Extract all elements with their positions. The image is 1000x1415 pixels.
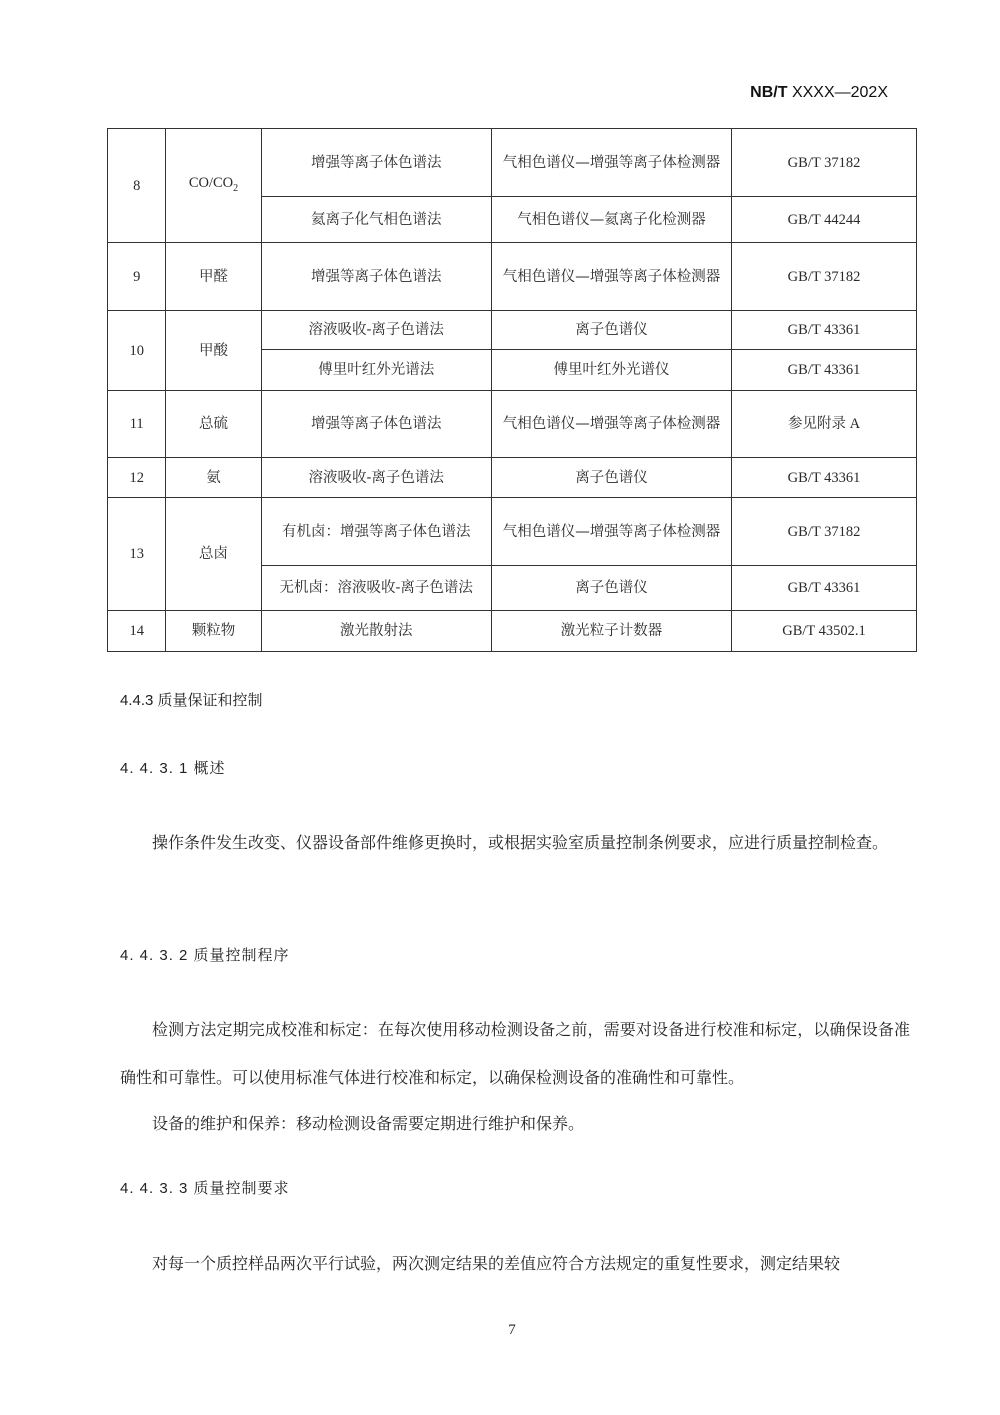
standard: GB/T 37182: [732, 243, 917, 311]
standard: GB/T 43361: [732, 566, 917, 611]
row-number: 9: [108, 243, 166, 311]
table-row: [108, 311, 917, 350]
section-heading-4-4-3-1: 4. 4. 3. 1 概述: [120, 760, 226, 777]
instrument: 离子色谱仪: [491, 311, 731, 350]
paragraph-calibration: 检测方法定期完成校准和标定：在每次使用移动检测设备之前，需要对设备进行校准和标定，以确保设备准确性和可靠性。可以使用标准气体进行校准和标定，以确保检测设备的准确性和可靠性。: [120, 1020, 910, 1087]
table-row: [108, 391, 917, 458]
item-text: CO/CO: [188, 174, 234, 191]
section-heading-4-4-3: 4.4.3 质量保证和控制: [120, 692, 263, 709]
standard: GB/T 43502.1: [732, 611, 917, 652]
section-heading-4-4-3-3: 4. 4. 3. 3 质量控制要求: [120, 1180, 290, 1197]
instrument: 离子色谱仪: [491, 566, 731, 611]
method: 有机卤：增强等离子体色谱法: [261, 498, 491, 566]
standard: GB/T 43361: [732, 350, 917, 391]
instrument: 激光粒子计数器: [491, 611, 731, 652]
table-row: [108, 611, 917, 652]
row-number: 14: [108, 611, 166, 652]
item-name: 总硫: [166, 391, 261, 458]
item-name: 氨: [166, 458, 261, 498]
instrument: 气相色谱仪—增强等离子体检测器: [491, 129, 731, 197]
standard: 参见附录 A: [732, 391, 917, 458]
standard: GB/T 43361: [732, 458, 917, 498]
document-code-prefix: NB/T: [750, 84, 788, 101]
paragraph-requirements: 对每一个质控样品两次平行试验，两次测定结果的差值应符合方法规定的重复性要求，测定结果较: [152, 1254, 841, 1273]
table-row: [108, 498, 917, 566]
table-row: [108, 129, 917, 197]
row-number: 10: [108, 311, 166, 391]
standard: GB/T 43361: [732, 311, 917, 350]
page-number: 7: [508, 1322, 516, 1338]
item-name: 甲醛: [166, 243, 261, 311]
item-name: 总卤: [166, 498, 261, 611]
method: 溶液吸收-离子色谱法: [261, 458, 491, 498]
method: 无机卤：溶液吸收-离子色谱法: [261, 566, 491, 611]
instrument: 傅里叶红外光谱仪: [491, 350, 731, 391]
instrument: 气相色谱仪—增强等离子体检测器: [491, 498, 731, 566]
method: 傅里叶红外光谱法: [261, 350, 491, 391]
method: 增强等离子体色谱法: [261, 129, 491, 197]
method: 溶液吸收-离子色谱法: [261, 311, 491, 350]
paragraph-overview: 操作条件发生改变、仪器设备部件维修更换时，或根据实验室质量控制条例要求，应进行质量控制检查。: [152, 833, 889, 852]
table-row: [108, 243, 917, 311]
row-number: 8: [108, 129, 166, 243]
test-methods-table: [107, 128, 917, 652]
row-number: 12: [108, 458, 166, 498]
item-name: 甲酸: [166, 311, 261, 391]
item-subscript: 2: [233, 182, 239, 194]
method: 激光散射法: [261, 611, 491, 652]
paragraph-maintenance: 设备的维护和保养：移动检测设备需要定期进行维护和保养。: [152, 1114, 585, 1133]
instrument: 气相色谱仪—增强等离子体检测器: [491, 243, 731, 311]
document-code: [750, 84, 888, 102]
row-number: 11: [108, 391, 166, 458]
standard: GB/T 37182: [732, 498, 917, 566]
item-name: 颗粒物: [166, 611, 261, 652]
instrument: 离子色谱仪: [491, 458, 731, 498]
standard: GB/T 37182: [732, 129, 917, 197]
standard: GB/T 44244: [732, 197, 917, 243]
row-number: 13: [108, 498, 166, 611]
method: 增强等离子体色谱法: [261, 243, 491, 311]
instrument: 气相色谱仪—增强等离子体检测器: [491, 391, 731, 458]
method: 氦离子化气相色谱法: [261, 197, 491, 243]
instrument: 气相色谱仪—氦离子化检测器: [491, 197, 731, 243]
table-row: [108, 458, 917, 498]
section-heading-4-4-3-2: 4. 4. 3. 2 质量控制程序: [120, 947, 290, 964]
document-code-number: XXXX—202X: [787, 84, 888, 101]
method: 增强等离子体色谱法: [261, 391, 491, 458]
item-name: [166, 129, 261, 243]
